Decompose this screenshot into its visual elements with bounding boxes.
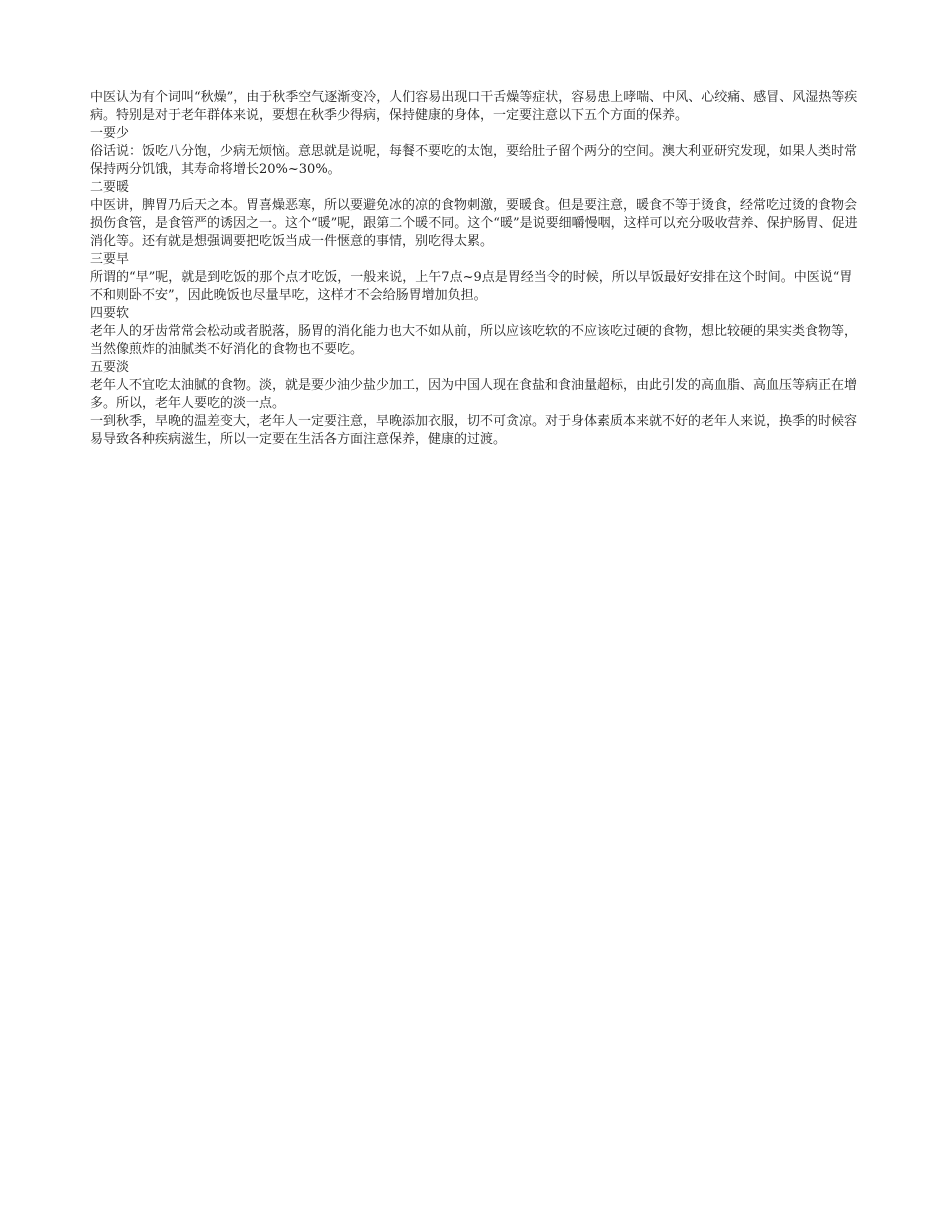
section-body-light: 老年人不宜吃太油腻的食物。淡，就是要少油少盐少加工，因为中国人现在食盐和食油量超标，由此引发的高血脂、高血压等病正在增多。所以，老年人要吃的淡一点。 bbox=[90, 378, 858, 411]
section-body-warm: 中医讲，脾胃乃后天之本。胃喜燥恶寒，所以要避免冰的凉的食物刺激，要暖食。但是要注意，暖食不等于烫食，经常吃过烫的食物会损伤食管，是食管严的诱因之一。这个“暖”呢，跟第二个暖不同。这个“暖”是说要细嚼慢咽，这样可以充分吸收营养、保护肠胃、促进消化等。还有就是想强调要把吃饭当成一件惬意的事情，别吃得太累。 bbox=[90, 198, 858, 249]
section-body-soft: 老年人的牙齿常常会松动或者脱落，肠胃的消化能力也大不如从前，所以应该吃软的不应该吃过硬的食物，想比较硬的果实类食物等，当然像煎炸的油腻类不好消化的食物也不要吃。 bbox=[90, 324, 858, 357]
intro-paragraph: 中医认为有个词叫“秋燥”，由于秋季空气逐渐变冷，人们容易出现口干舌燥等症状，容易患上哮喘、中风、心绞痛、感冒、风湿热等疾病。特别是对于老年群体来说，要想在秋季少得病，保持健康的身体，一定要注意以下五个方面的保养。 bbox=[90, 90, 858, 123]
section-heading-less: 一要少 bbox=[90, 126, 130, 141]
section-heading-early: 三要早 bbox=[90, 252, 130, 267]
conclusion-paragraph: 一到秋季，早晚的温差变大，老年人一定要注意，早晚添加衣服，切不可贪凉。对于身体素质本来就不好的老年人来说，换季的时候容易导致各种疾病滋生，所以一定要在生活各方面注意保养，健康的过渡。 bbox=[90, 414, 858, 447]
section-heading-light: 五要淡 bbox=[90, 360, 130, 375]
section-heading-soft: 四要软 bbox=[90, 306, 130, 321]
section-body-less: 俗话说：饭吃八分饱，少病无烦恼。意思就是说呢，每餐不要吃的太饱，要给肚子留个两分的空间。澳大利亚研究发现，如果人类时常保持两分饥饿，其寿命将增长20%~30%。 bbox=[90, 144, 858, 177]
section-heading-warm: 二要暖 bbox=[90, 180, 130, 195]
article bbox=[90, 89, 860, 449]
section-body-early: 所谓的“早”呢，就是到吃饭的那个点才吃饭，一般来说，上午7点~9点是胃经当令的时候，所以早饭最好安排在这个时间。中医说“胃不和则卧不安”，因此晚饭也尽量早吃，这样才不会给肠胃增加负担。 bbox=[90, 270, 853, 303]
